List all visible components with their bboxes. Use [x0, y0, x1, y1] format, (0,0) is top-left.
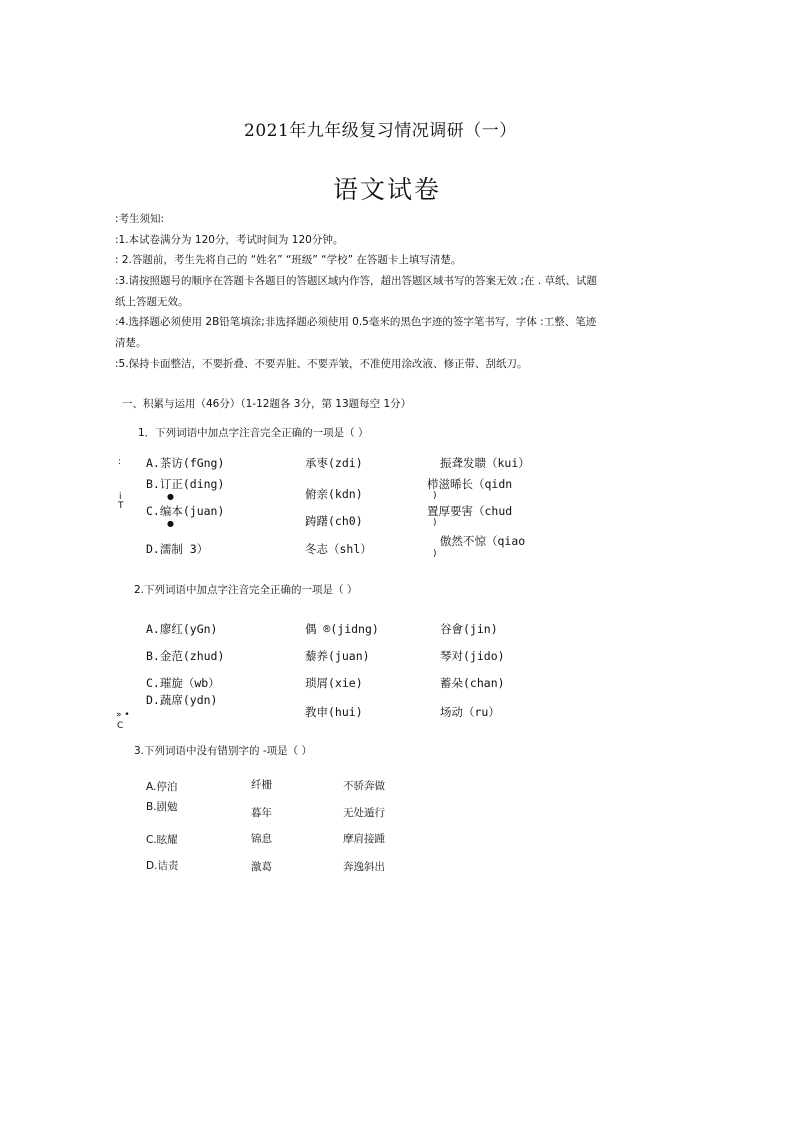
instruction-item: 清楚。: [115, 337, 147, 349]
option-d-word-1: D.蔬席(ydn): [146, 693, 218, 707]
emphasis-dot: ●: [167, 492, 174, 501]
exam-subtitle: 语文试卷: [333, 175, 442, 204]
section-heading: 一、积累与运用（46分）（1-12题各 3分，第 13题每空 1分）: [122, 398, 412, 410]
question-stem: 1．下列词语中加点字注音完全正确的一项是（ ）: [138, 427, 369, 439]
option-c-word-3: 置厚要害（chud: [427, 504, 513, 518]
option-a-word-1: A.停泊: [146, 781, 178, 793]
option-c-word-1: C.编本(juan): [146, 504, 225, 518]
option-d-word-2: 冬志（shl）: [305, 542, 372, 556]
option-b-word-2: 藜养(juan): [305, 649, 370, 663]
option-c-word-2: 琐屑(xie): [305, 676, 363, 690]
option-a-word-1: A.茶访(fGng): [146, 456, 225, 470]
margin-mark: i: [119, 492, 122, 502]
option-c-word-3: 蓄朵(chan): [440, 676, 505, 690]
instruction-item: :1.本试卷满分为 120分，考试时间为 120分钟。: [115, 234, 344, 246]
option-a-word-2: 纤栅: [251, 779, 272, 791]
option-c-word-3: 摩肩接踵: [343, 833, 385, 845]
instruction-item: 纸上答题无效。: [115, 296, 189, 308]
instruction-item: :4.选择题必须使用 2B铅笔填涂;非选择题必须使用 0.5毫米的黑色字迹的签字笔书写，字体 :工整、笔迹: [115, 316, 597, 328]
option-c-word-2: 锦息: [251, 833, 272, 845]
option-d-word-3: 奔逸斜出: [343, 861, 385, 873]
option-d-word-1: D.诘责: [146, 860, 179, 872]
instructions-heading: :考生须知:: [115, 213, 165, 225]
option-d-word-2: 激葛: [251, 861, 272, 873]
paren-mark: ): [433, 491, 437, 501]
paren-mark: ): [433, 549, 437, 559]
question-stem: 3.下列词语中没有错别字的 -项是（ ）: [134, 745, 312, 757]
option-b-word-3: 栉滋晞长（qidn: [427, 477, 513, 491]
question-stem: 2.下列词语中加点字注音完全正确的一项是（ ）: [134, 584, 358, 596]
option-d-word-2: 教申(hui): [305, 705, 363, 719]
margin-mark: T: [118, 501, 124, 511]
instruction-item: : 2.答题前，考生先将自己的 “姓名” “班级” “学校” 在答题卡上填写清楚。: [115, 254, 462, 266]
option-b-word-3: 琴对(jido): [440, 649, 505, 663]
option-a-word-3: 谷會(jin): [440, 622, 498, 636]
emphasis-dot: ●: [167, 519, 174, 528]
option-c-word-1: C.璀旋（wb）: [146, 676, 220, 690]
option-a-word-2: 偶 ®(jidng): [305, 622, 379, 636]
option-a-word-2: 承枣(zdi): [305, 456, 363, 470]
option-b-word-1: B.金范(zhud): [146, 649, 225, 663]
option-c-word-1: C.眩耀: [146, 834, 178, 846]
option-c-word-2: 踌躇(ch0): [305, 514, 363, 528]
margin-mark: C: [117, 721, 124, 731]
paren-mark: ): [433, 518, 437, 528]
option-a-word-1: A.廖红(yGn): [146, 622, 218, 636]
instruction-item: :3.请按照题号的顺序在答题卡各题目的答题区域内作答，超出答题区域书写的答案无效 ;在 . 草纸、试题: [115, 275, 597, 287]
option-b-word-3: 无处遁行: [343, 807, 385, 819]
option-b-word-1: B.订正(ding): [146, 477, 225, 491]
option-d-word-3: 傲然不惊（qiao: [440, 534, 526, 548]
option-b-word-1: B.剧勉: [146, 801, 178, 813]
option-b-word-2: 俯亲(kdn): [305, 487, 363, 501]
margin-mark: :: [118, 457, 122, 467]
instruction-item: :5.保持卡面整洁，不要折叠、不要弄脏、不要弄皱，不准使用涂改液、修正带、刮纸刀。: [115, 358, 528, 370]
option-d-word-1: D.濡制 3）: [146, 542, 209, 556]
option-a-word-3: 不骄奔做: [343, 780, 385, 792]
margin-mark: » •: [116, 710, 130, 720]
option-d-word-3: 场动（ru）: [440, 705, 500, 719]
option-b-word-2: 暮年: [251, 807, 272, 819]
option-a-word-3: 振聋发聩（kui）: [440, 456, 530, 470]
exam-title: 2021年九年级复习情况调研（一）: [244, 121, 517, 141]
